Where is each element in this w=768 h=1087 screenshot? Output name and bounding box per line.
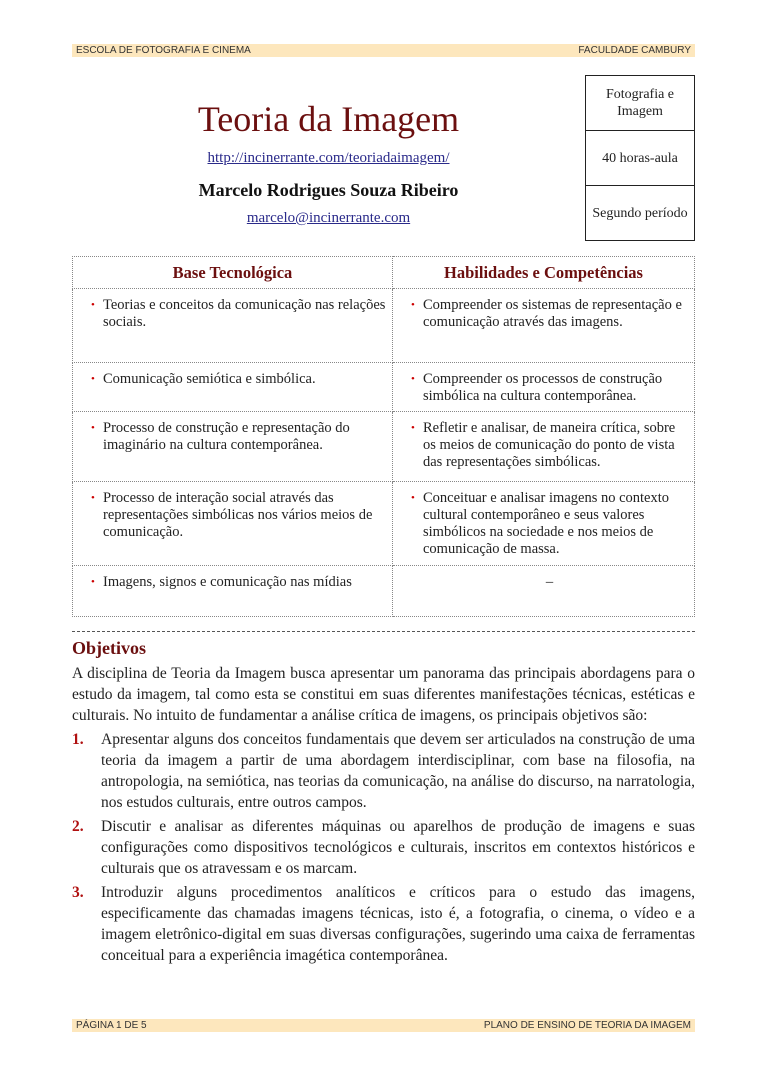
item-number: 2.	[72, 818, 84, 835]
table-cell: • Imagens, signos e comunicação nas mídias	[91, 574, 386, 591]
table-cell: • Processo de construção e representação do imaginário na cultura contemporânea.	[91, 420, 386, 454]
table-cell: • Processo de interação social através das representações simbólicas nos vários meios de comunicação.	[91, 490, 386, 541]
column-header: Base Tecnológica	[73, 257, 393, 289]
author-name: Marcelo Rodrigues Souza Ribeiro	[198, 180, 459, 200]
table-cell: • Compreender os processos de construção simbólica na cultura contemporânea.	[411, 371, 688, 405]
item-text: Discutir e analisar as diferentes máquinas ou aparelhos de produção de imagens e suas configurações como dispositivos tecnológicos e culturais, inscritos em contextos históricos e culturais que os atravessam e os marcam.	[101, 818, 695, 877]
page-header	[72, 44, 695, 57]
table-header-row	[73, 257, 695, 289]
objectives-heading: Objetivos	[72, 638, 146, 658]
footer-title: PLANO DE ENSINO DE TEORIA DA IMAGEM	[483, 1020, 691, 1031]
table-row	[73, 566, 695, 617]
document-title: Teoria da Imagem	[197, 99, 460, 139]
table-cell: –	[545, 574, 554, 590]
table-cell: • Comunicação semiótica e simbólica.	[91, 371, 386, 388]
item-number: 1.	[72, 731, 84, 748]
competencies-table	[72, 256, 695, 617]
table-cell: • Refletir e analisar, de maneira crítica, sobre os meios de comunicação do ponto de vista das representações simbólicas.	[411, 420, 688, 471]
table-cell: • Conceituar e analisar imagens no contexto cultural contemporâneo e seus valores simbólicos na sociedade e nos meios de comunicação de massa.	[411, 490, 688, 558]
table-row	[73, 289, 695, 363]
table-row	[73, 363, 695, 412]
course-info-box	[585, 75, 695, 241]
info-period: Segundo período	[592, 205, 688, 221]
course-url-link[interactable]: http://incinerrante.com/teoriadaimagem/	[207, 150, 450, 166]
section-divider	[72, 631, 695, 632]
author-email-link[interactable]: marcelo@incinerrante.com	[246, 210, 411, 226]
objectives-intro: A disciplina de Teoria da Imagem busca apresentar um panorama das principais abordagens para o estudo da imagem, tal como esta se constitui em suas diferentes manifestações técnicas, estéticas e culturais. No intuito de fundamentar a análise crítica de imagens, os principais objetivos são:	[72, 665, 695, 724]
item-text: Apresentar alguns dos conceitos fundamentais que devem ser articulados na construção de uma teoria da imagem a partir de uma abordagem interdisciplinar, com base na filosofia, na antropologia, na semiótica, nas teorias da comunicação, na análise do discurso, na narratologia, nos estudos culturais, entre outros campos.	[101, 731, 695, 811]
info-course: Fotografia e Imagem	[586, 76, 694, 131]
header-faculty: FACULDADE CAMBURY	[578, 45, 691, 56]
table-cell: • Teorias e conceitos da comunicação nas relações sociais.	[91, 297, 386, 331]
info-hours: 40 horas-aula	[586, 131, 694, 186]
column-header: Habilidades e Competências	[393, 257, 695, 289]
objectives-list	[72, 729, 695, 966]
list-item	[72, 729, 695, 813]
list-item	[72, 882, 695, 966]
item-text: Introduzir alguns procedimentos analíticos e críticos para o estudo das imagens, especificamente das chamadas imagens técnicas, isto é, a fotografia, o cinema, o vídeo e a imagem eletrônico-digital em suas diversas configurações, sugerindo uma caixa de ferramentas conceitual para a experiência imagética contemporânea.	[101, 884, 695, 964]
header-school: ESCOLA DE FOTOGRAFIA E CINEMA	[76, 45, 251, 56]
table-row	[73, 412, 695, 482]
item-number: 3.	[72, 884, 84, 901]
objectives-section	[72, 663, 695, 969]
table-row	[73, 482, 695, 566]
list-item	[72, 816, 695, 879]
table-cell: • Compreender os sistemas de representação e comunicação através das imagens.	[411, 297, 688, 331]
page-number: PÁGINA 1 DE 5	[76, 1020, 147, 1031]
page-footer	[72, 1019, 695, 1032]
